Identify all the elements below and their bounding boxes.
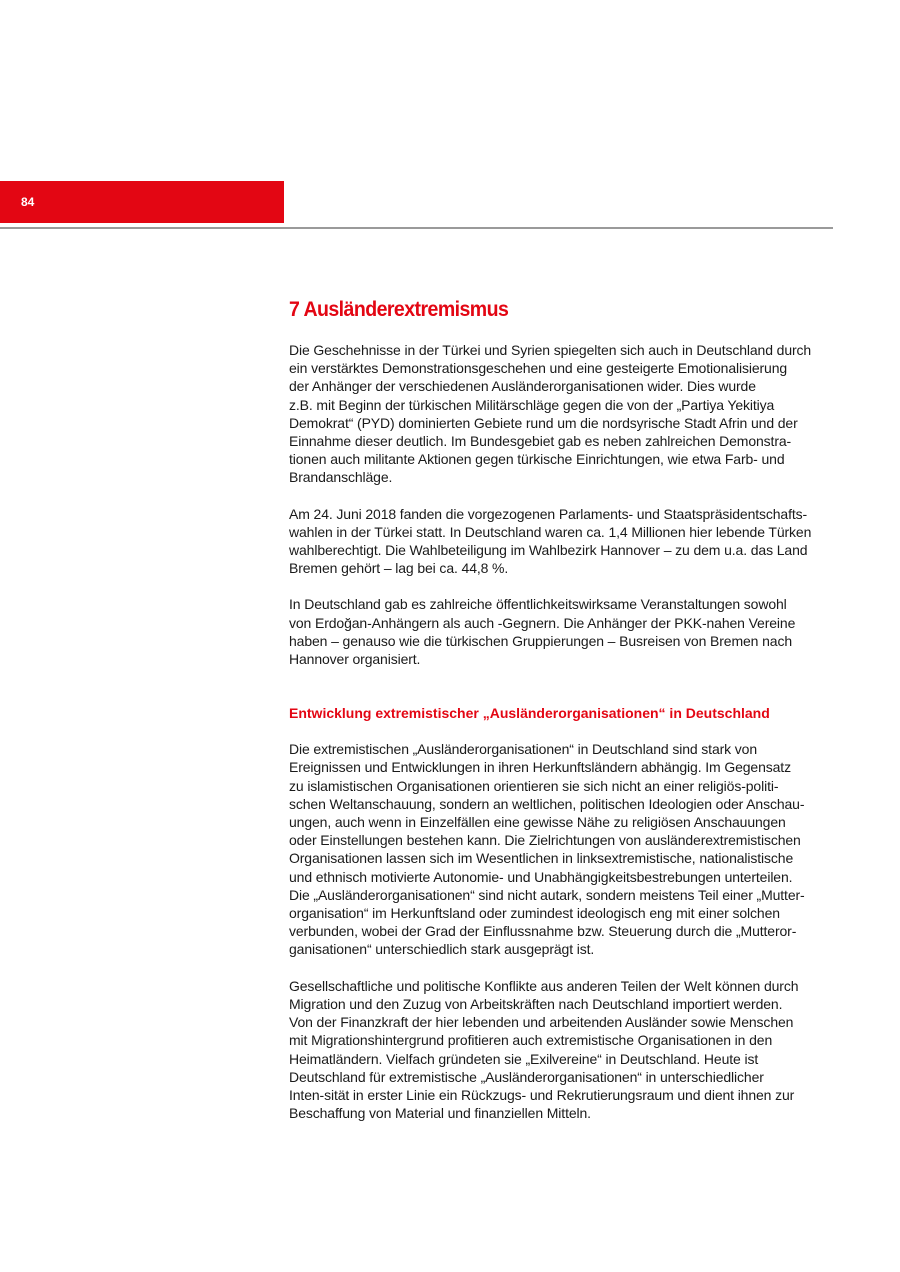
text-line: Brandanschläge. bbox=[289, 469, 393, 486]
text-line: organisation“ im Herkunftsland oder zumindest ideologisch eng mit einer solchen bbox=[289, 905, 780, 922]
text-line: Einnahme dieser deutlich. Im Bundesgebiet gab es neben zahlreichen Demonstra- bbox=[289, 433, 792, 450]
intro-paragraph-3 bbox=[289, 595, 837, 668]
text-line: Inten-sität in erster Linie ein Rückzugs- und Rekrutierungsraum und dient ihnen zur bbox=[289, 1086, 795, 1103]
section-heading: Entwicklung extremistischer „Ausländerorganisationen“ in Deutschland bbox=[289, 705, 770, 722]
text-line: tionen auch militante Aktionen gegen türkische Einrichtungen, wie etwa Farb- und bbox=[289, 451, 785, 468]
text-line: ein verstärktes Demonstrationsgeschehen und eine gesteigerte Emotionalisierung bbox=[289, 360, 788, 377]
text-line: Demokrat“ (PYD) dominierten Gebiete rund um die nordsyrische Stadt Afrin und der bbox=[289, 414, 798, 431]
text-line: verbunden, wobei der Grad der Einflussnahme bzw. Steuerung durch die „Mutteror- bbox=[289, 923, 797, 940]
text-line: wahlen in der Türkei statt. In Deutschland waren ca. 1,4 Millionen hier lebende Türken bbox=[289, 523, 812, 540]
text-line: Bremen gehört – lag bei ca. 44,8 %. bbox=[289, 560, 509, 577]
text-line: Organisationen lassen sich im Wesentlichen in linksextremistische, nationalistische bbox=[289, 850, 794, 867]
text-line: Von der Finanzkraft der hier lebenden und arbeitenden Ausländer sowie Menschen bbox=[289, 1014, 794, 1031]
text-line: Hannover organisiert. bbox=[289, 651, 421, 668]
text-line: z.B. mit Beginn der türkischen Militärschläge gegen die von der „Partiya Yekitiya bbox=[289, 396, 775, 413]
intro-paragraph-1 bbox=[289, 341, 837, 487]
section-paragraph-2 bbox=[289, 977, 837, 1123]
text-line: der Anhänger der verschiedenen Ausländerorganisationen wider. Dies wurde bbox=[289, 378, 756, 395]
page-number-tab bbox=[0, 181, 284, 223]
text-line: Heimatländern. Vielfach gründeten sie „Exilvereine“ in Deutschland. Heute ist bbox=[289, 1050, 759, 1067]
text-line: von Erdoğan-Anhängern als auch -Gegnern. Die Anhänger der PKK-nahen Vereine bbox=[289, 614, 796, 631]
page-number: 84 bbox=[21, 195, 35, 209]
text-line: Am 24. Juni 2018 fanden die vorgezogenen Parlaments- und Staatspräsidentschafts- bbox=[289, 505, 808, 522]
text-line: In Deutschland gab es zahlreiche öffentlichkeitswirksame Veranstaltungen sowohl bbox=[289, 596, 787, 613]
section-paragraph-1 bbox=[289, 740, 837, 958]
text-line: Ereignissen und Entwicklungen in ihren Herkunftsländern abhängig. Im Gegensatz bbox=[289, 759, 791, 776]
text-line: haben – genauso wie die türkischen Gruppierungen – Busreisen von Bremen nach bbox=[289, 632, 792, 649]
text-line: Migration und den Zuzug von Arbeitskräften nach Deutschland importiert werden. bbox=[289, 995, 783, 1012]
chapter-title: 7 Ausländerextremismus bbox=[289, 298, 509, 321]
text-line: Die „Ausländerorganisationen“ sind nicht autark, sondern meistens Teil einer „Mutter- bbox=[289, 886, 805, 903]
text-line: schen Weltanschauung, sondern an weltlichen, politischen Ideologien oder Anschau- bbox=[289, 795, 805, 812]
header-rule bbox=[0, 227, 833, 229]
text-line: oder Einstellungen bestehen kann. Die Zielrichtungen von ausländerextremistischen bbox=[289, 832, 801, 849]
text-line: Die extremistischen „Ausländerorganisationen“ in Deutschland sind stark von bbox=[289, 741, 758, 758]
page-content bbox=[289, 296, 837, 1122]
text-line: Deutschland für extremistische „Ausländerorganisationen“ in unterschiedlicher bbox=[289, 1068, 764, 1085]
text-line: ungen, auch wenn in Einzelfällen eine gewisse Nähe zu religiösen Anschauungen bbox=[289, 814, 786, 831]
text-line: Die Geschehnisse in der Türkei und Syrien spiegelten sich auch in Deutschland durch bbox=[289, 342, 812, 358]
text-line: zu islamistischen Organisationen orientieren sie sich nicht an einer religiös-politi- bbox=[289, 777, 779, 794]
text-line: mit Migrationshintergrund profitieren auch extremistische Organisationen in den bbox=[289, 1032, 773, 1049]
text-line: wahlberechtigt. Die Wahlbeteiligung im Wahlbezirk Hannover – zu dem u.a. das Land bbox=[289, 542, 808, 559]
text-line: Beschaffung von Material und finanziellen Mitteln. bbox=[289, 1105, 591, 1122]
text-line: Gesellschaftliche und politische Konflikte aus anderen Teilen der Welt können durch bbox=[289, 977, 799, 994]
intro-paragraph-2 bbox=[289, 505, 837, 578]
text-line: ganisationen“ unterschiedlich stark ausgeprägt ist. bbox=[289, 941, 595, 958]
text-line: und ethnisch motivierte Autonomie- und Unabhängigkeitsbestrebungen unterteilen. bbox=[289, 868, 793, 885]
